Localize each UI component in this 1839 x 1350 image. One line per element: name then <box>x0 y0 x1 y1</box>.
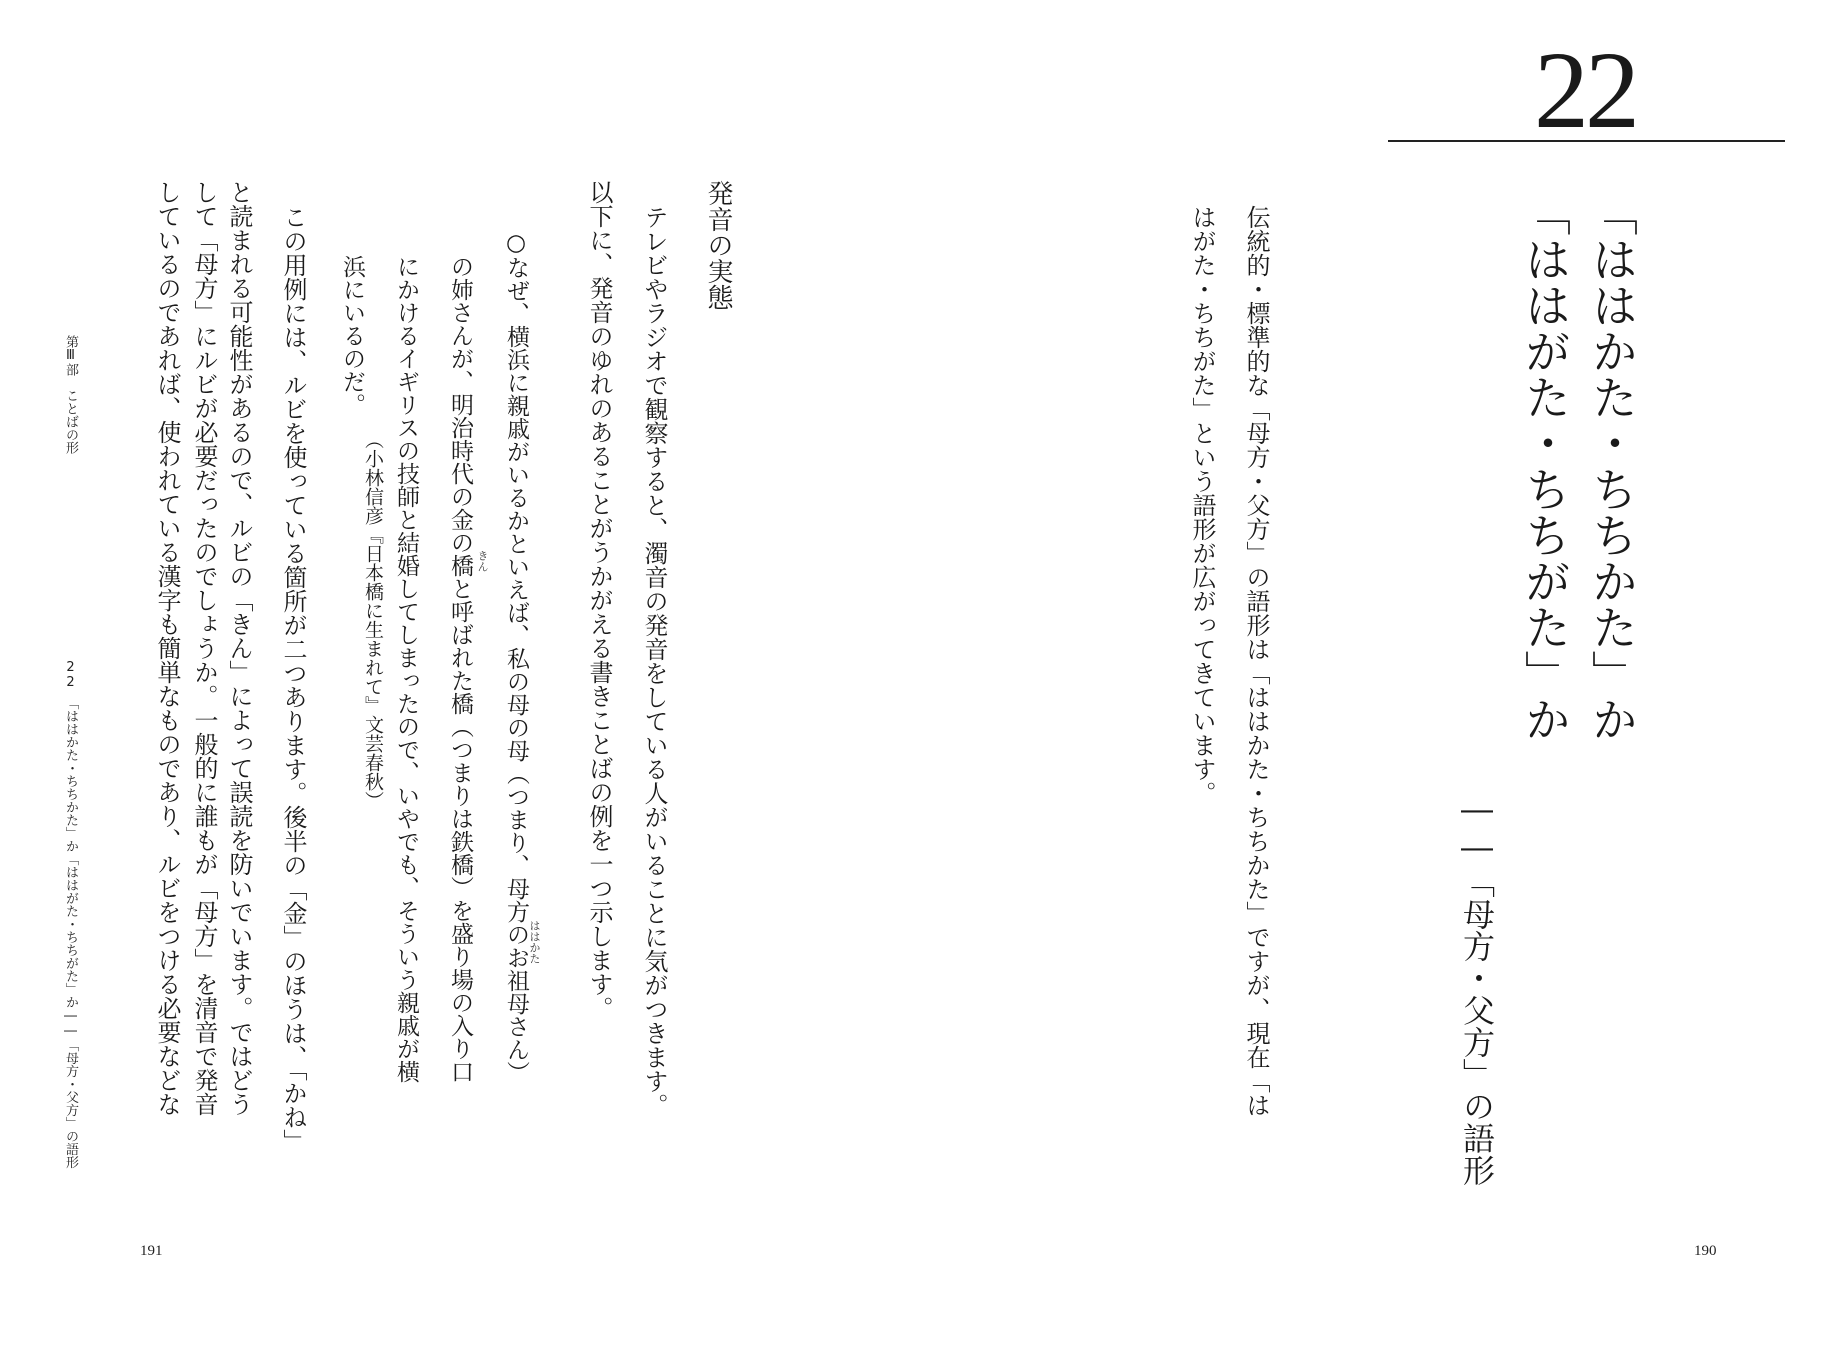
quote-line-2: の姉さんが、明治時代の金の橋と呼ばれた橋（つまりは鉄橋）を盛り場の入り口 <box>447 255 473 1083</box>
quote-citation: （小林信彦『日本橋に生まれて』文芸春秋） <box>362 430 384 810</box>
chapter-divider-rule <box>1388 140 1785 142</box>
paragraph-2-line-2: と読まれる可能性があるので、ルビの「きん」によって誤読を防いでいます。ではどう <box>225 180 253 1116</box>
paragraph-2-line-1: この用例には、ルビを使っている箇所が二つあります。後半の「金」のほうは、「かね」 <box>279 205 307 1153</box>
paragraph-1-line-2: 以下に、発音のゆれのあることがうかがえる書きことばの例を一つ示します。 <box>585 180 613 1020</box>
chapter-title-line-2: 「ははがた・ちちがた」か <box>1518 190 1572 742</box>
quote-line-4: 浜にいるのだ。 <box>339 255 365 416</box>
chapter-subtitle: ――「母方・父方」の語形 <box>1458 790 1496 1186</box>
page-number-right: 190 <box>1694 1243 1717 1259</box>
paragraph-2-line-4: しているのであれば、使われている漢字も簡単なものであり、ルビをつける必要などな <box>153 180 181 1116</box>
running-head-chapter: 22 「ははかた・ちちかた」か「ははがた・ちちがた」か――「母方・父方」の語形 <box>63 660 78 1169</box>
quote-line-3: にかけるイギリスの技師と結婚してしまったので、いやでも、そういう親戚が横 <box>393 255 419 1083</box>
ruby-kin: きん <box>476 550 489 572</box>
chapter-number: 22 <box>1534 29 1636 151</box>
running-head-part: 第Ⅲ部 ことばの形 <box>63 335 78 454</box>
intro-line-1: 伝統的・標準的な「母方・父方」の語形は「ははかた・ちちかた」ですが、現在「は <box>1242 205 1270 1117</box>
section-heading: 発音の実態 <box>703 180 733 310</box>
page-number-left: 191 <box>140 1243 163 1259</box>
paragraph-1-line-1: テレビやラジオで観察すると、濁音の発音をしている人がいることに気がつきます。 <box>640 205 668 1117</box>
quote-line-1: ○なぜ、横浜に親戚がいるかといえば、私の母の母（つまり、母方のお祖母さん） <box>503 230 529 1084</box>
chapter-title-line-1: 「ははかた・ちちかた」か <box>1585 190 1639 742</box>
intro-line-2: はがた・ちちがた」という語形が広がってきています。 <box>1188 205 1216 805</box>
paragraph-2-line-3: して「母方」にルビが必要だったのでしょうか。一般的に誰もが「母方」を清音で発音 <box>190 180 218 1116</box>
ruby-hahakata: ははかた <box>528 920 541 964</box>
